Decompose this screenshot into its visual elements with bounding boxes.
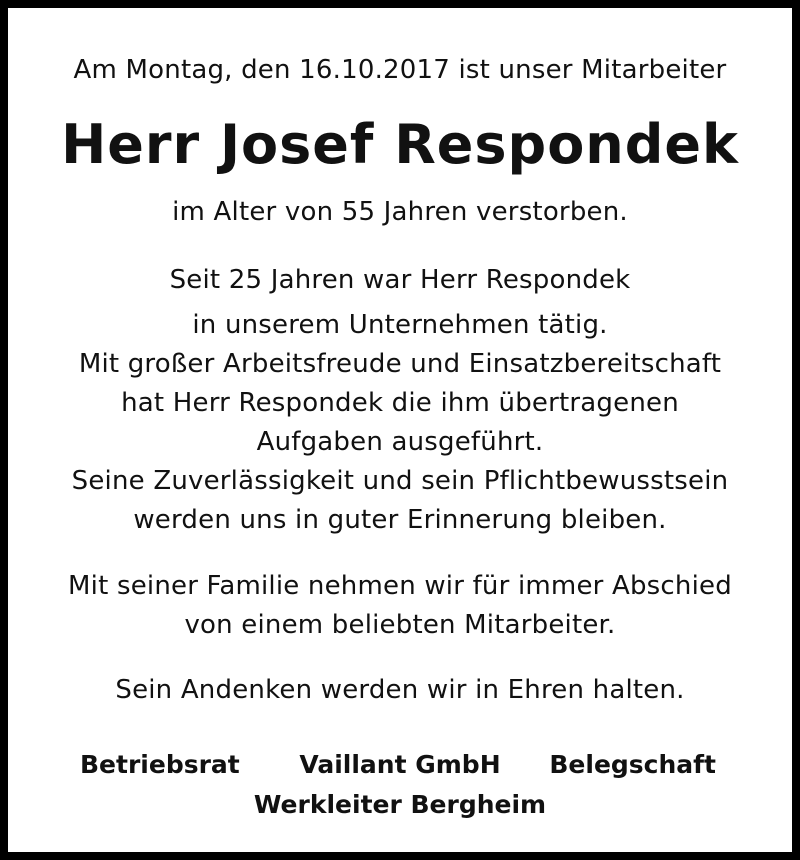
intro-line: Am Montag, den 16.10.2017 ist unser Mitarbeiter [73,55,727,85]
tribute-line: in unserem Unternehmen tätig. [192,310,608,340]
tribute-line: Seit 25 Jahren war Herr Respondek [169,265,631,295]
signature-plant-manager: Werkleiter Bergheim [253,790,547,819]
tribute-line: hat Herr Respondek die ihm übertragenen [121,388,679,418]
deceased-name: Herr Josef Respondek [61,113,739,176]
tribute-line: Mit großer Arbeitsfreude und Einsatzbereitschaft [78,349,722,379]
farewell-line: von einem beliebten Mitarbeiter. [184,610,616,640]
tribute-line: Seine Zuverlässigkeit und sein Pflichtbewusstsein [71,466,729,496]
signature-workforce: Belegschaft [549,750,716,779]
age-line: im Alter von 55 Jahren verstorben. [172,197,628,227]
closing-line: Sein Andenken werden wir in Ehren halten. [115,675,685,705]
signature-works-council: Betriebsrat [80,750,240,779]
tribute-line: werden uns in guter Erinnerung bleiben. [133,505,667,535]
signature-company: Vaillant GmbH [299,750,501,779]
farewell-line: Mit seiner Familie nehmen wir für immer Abschied [68,571,732,601]
tribute-line: Aufgaben ausgeführt. [256,427,544,457]
